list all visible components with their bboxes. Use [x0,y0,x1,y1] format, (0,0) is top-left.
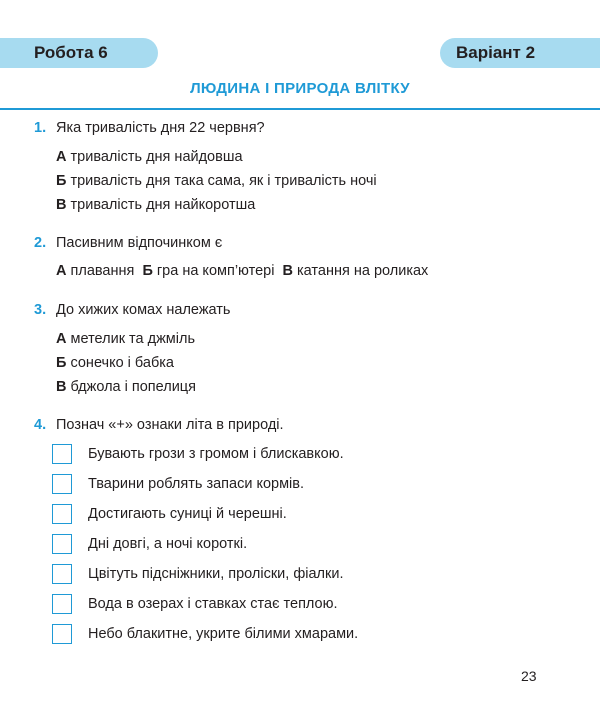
checkbox[interactable] [52,594,72,614]
q4-item-7 [52,622,358,646]
option-letter: Б [56,173,67,189]
option-text: метелик та джміль [70,331,195,347]
q1-option-c [56,197,255,213]
q4-item-1 [52,442,344,466]
option-text: тривалість дня найкоротша [70,197,256,213]
checkbox-label: Тварини роблять запаси кормів. [88,476,305,492]
option-text: тривалість дня найдовша [70,149,243,165]
header-bar [0,38,600,68]
q4-item-2 [52,472,304,496]
question-4 [34,417,284,433]
question-1 [34,120,265,136]
q4-item-3 [52,502,287,526]
q2-options [56,263,428,279]
checkbox-label: Небо блакитне, укрите білими хмарами. [88,626,359,642]
question-text: Познач «+» ознаки літа в природі. [56,417,284,433]
question-text: До хижих комах належать [56,302,231,318]
question-3 [34,302,230,318]
q3-option-b [56,355,174,371]
question-text: Пасивним відпочинком є [56,235,223,251]
question-number: 3. [34,302,47,318]
option-text: плавання [70,263,135,279]
q1-option-a [56,149,243,165]
checkbox-label: Вода в озерах і ставках стає теплою. [88,596,338,612]
variant-label: Варіант 2 [440,38,600,68]
checkbox-label: Достигають суниці й черешні. [88,506,287,522]
q3-option-c [56,379,196,395]
option-letter: В [56,197,67,213]
question-number: 2. [34,235,47,251]
q4-item-4 [52,532,247,556]
topic-divider [0,108,600,110]
q1-option-b [56,173,377,189]
work-label: Робота 6 [0,38,158,68]
q4-item-6 [52,592,338,616]
checkbox[interactable] [52,564,72,584]
option-letter: А [56,331,67,347]
checkbox[interactable] [52,474,72,494]
checkbox[interactable] [52,624,72,644]
checkbox[interactable] [52,534,72,554]
option-letter: Б [142,263,153,279]
option-text: тривалість дня така сама, як і тривалість ночі [70,173,377,189]
q3-option-a [56,331,195,347]
q4-item-5 [52,562,344,586]
checkbox-label: Цвітуть підсніжники, проліски, фіалки. [88,566,344,582]
topic-title: ЛЮДИНА І ПРИРОДА ВЛІТКУ [190,80,410,97]
option-letter: В [56,379,67,395]
question-text: Яка тривалість дня 22 червня? [56,120,265,136]
option-text: катання на роликах [297,263,429,279]
question-number: 1. [34,120,47,136]
checkbox[interactable] [52,504,72,524]
checkbox[interactable] [52,444,72,464]
checkbox-label: Бувають грози з громом і блискавкою. [88,446,344,462]
option-letter: Б [56,355,67,371]
option-letter: А [56,149,67,165]
option-letter: А [56,263,67,279]
question-2 [34,235,222,251]
question-number: 4. [34,417,47,433]
option-text: гра на комп’ютері [156,263,275,279]
checkbox-label: Дні довгі, а ночі короткі. [88,536,248,552]
page-number: 23 [521,668,537,684]
option-text: бджола і попелиця [70,379,196,395]
option-letter: В [282,263,293,279]
option-text: сонечко і бабка [70,355,174,371]
